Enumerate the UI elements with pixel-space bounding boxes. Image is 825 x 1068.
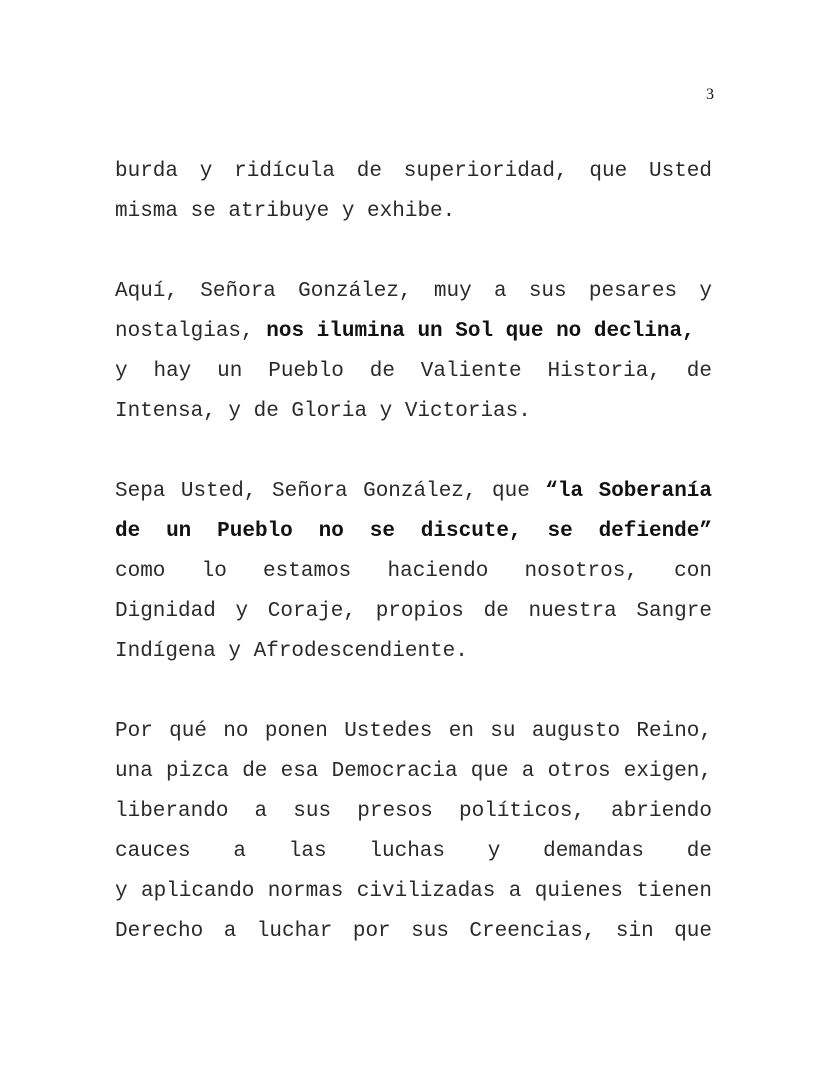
emphasis-sun-quote: nos ilumina un Sol que no declina, <box>266 320 695 343</box>
text-line: Dignidad y Coraje, propios de nuestra Sangre <box>115 600 712 623</box>
text-line: liberando a sus presos políticos, abriendo <box>115 800 712 823</box>
text-line <box>115 472 712 512</box>
text-line: una pizca de esa Democracia que a otros exigen, <box>115 760 712 783</box>
emphasis-sovereignty-quote: “la Soberanía <box>545 480 712 503</box>
emphasis-sovereignty-quote-cont: de un Pueblo no se discute, se defiende” <box>115 520 712 543</box>
paragraph-3 <box>115 472 712 672</box>
text-line-start: nostalgias, <box>115 320 267 343</box>
text-line: Intensa, y de Gloria y Victorias. <box>115 400 531 423</box>
text-line-start: Sepa Usted, Señora González, que <box>115 480 546 503</box>
text-line: cauces a las luchas y demandas de <box>115 840 712 863</box>
page-number: 3 <box>706 86 714 103</box>
text-line: Indígena y Afrodescendiente. <box>115 640 468 663</box>
text-line: Por qué no ponen Ustedes en su augusto Reino, <box>115 720 712 743</box>
text-line: Derecho a luchar por sus Creencias, sin que <box>115 920 712 943</box>
text-line: y aplicando normas civilizadas a quienes tienen <box>115 880 712 903</box>
paragraph-1 <box>115 152 712 232</box>
text-line: Aquí, Señora González, muy a sus pesares y <box>115 280 712 303</box>
text-line: misma se atribuye y exhibe. <box>115 200 456 223</box>
text-line: burda y ridícula de superioridad, que Usted <box>115 160 712 183</box>
body-text <box>115 152 712 992</box>
text-line: como lo estamos haciendo nosotros, con <box>115 560 712 583</box>
text-line <box>115 312 712 352</box>
text-line: y hay un Pueblo de Valiente Historia, de <box>115 360 712 383</box>
paragraph-4 <box>115 712 712 952</box>
paragraph-2 <box>115 272 712 432</box>
